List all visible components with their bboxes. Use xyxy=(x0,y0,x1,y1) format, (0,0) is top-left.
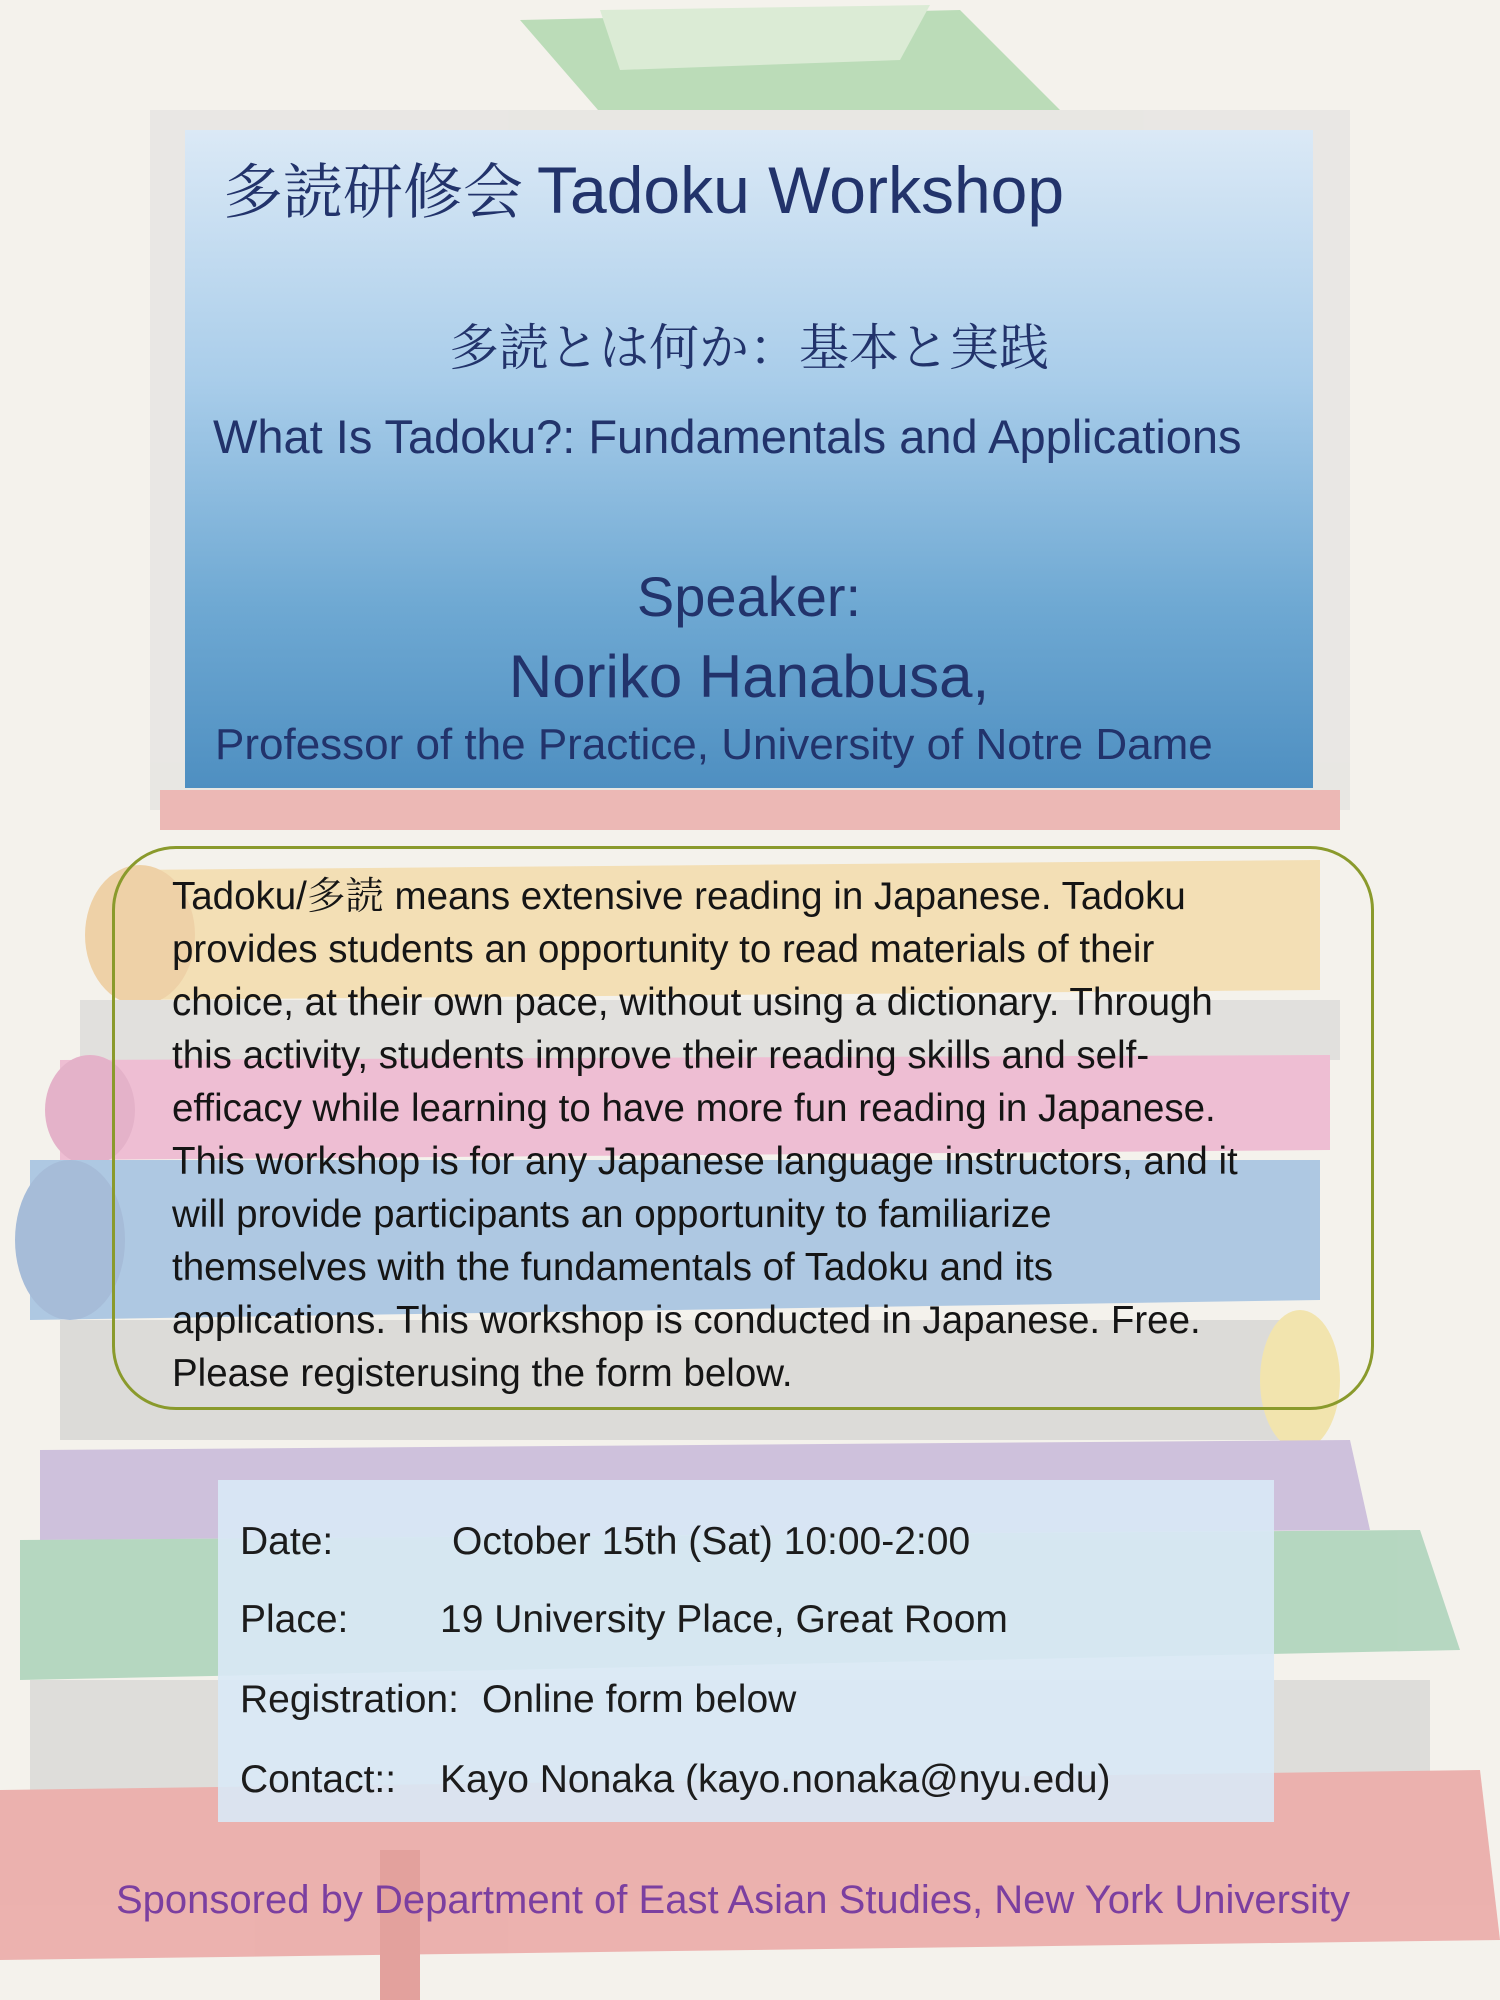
event-info-panel xyxy=(218,1480,1274,1822)
description-line: applications. This workshop is conducted in Japanese. Free. xyxy=(172,1299,1201,1342)
place-value: 19 University Place, Great Room xyxy=(440,1598,1008,1641)
place-row xyxy=(240,1596,1008,1644)
place-label: Place: xyxy=(240,1598,349,1641)
description-text xyxy=(172,870,1332,1400)
description-line: Please registerusing the form below. xyxy=(172,1352,793,1395)
date-label: Date: xyxy=(240,1520,334,1563)
speaker-label: Speaker: xyxy=(636,565,862,628)
subtitle-japanese: 多読とは何か：基本と実践 xyxy=(449,319,1049,377)
description-line: themselves with the fundamentals of Tadoku and its xyxy=(172,1246,1054,1289)
description-line: This workshop is for any Japanese language instructors, and it xyxy=(172,1140,1238,1183)
header-panel xyxy=(185,130,1313,788)
registration-label: Registration: xyxy=(240,1678,459,1721)
speaker-affiliation: Professor of the Practice, University of Notre Dame xyxy=(215,720,1213,769)
page-title xyxy=(223,150,1064,233)
registration-value: Online form below xyxy=(482,1678,797,1721)
title-english: Tadoku Workshop xyxy=(537,153,1065,227)
description-line: Tadoku/多読 means extensive reading in Japanese. Tadoku xyxy=(172,875,1186,918)
contact-label: Contact:: xyxy=(240,1758,397,1801)
description-line: choice, at their own pace, without using a dictionary. Through xyxy=(172,981,1213,1024)
sponsor-line: Sponsored by Department of East Asian Studies, New York University xyxy=(116,1878,1350,1922)
title-japanese: 多読研修会 xyxy=(223,158,523,228)
description-line: efficacy while learning to have more fun reading in Japanese. xyxy=(172,1087,1216,1130)
speaker-name: Noriko Hanabusa, xyxy=(508,643,990,710)
subtitle-english: What Is Tadoku?: Fundamentals and Applications xyxy=(213,410,1242,463)
contact-value: Kayo Nonaka (kayo.nonaka@nyu.edu) xyxy=(440,1758,1111,1801)
registration-row xyxy=(240,1676,797,1724)
description-line: provides students an opportunity to read materials of their xyxy=(172,928,1155,971)
description-line: will provide participants an opportunity to familiarize xyxy=(172,1193,1052,1236)
description-line: this activity, students improve their reading skills and self- xyxy=(172,1034,1150,1077)
date-row xyxy=(240,1518,971,1566)
contact-row xyxy=(240,1756,1111,1804)
date-value: October 15th (Sat) 10:00-2:00 xyxy=(452,1520,971,1563)
